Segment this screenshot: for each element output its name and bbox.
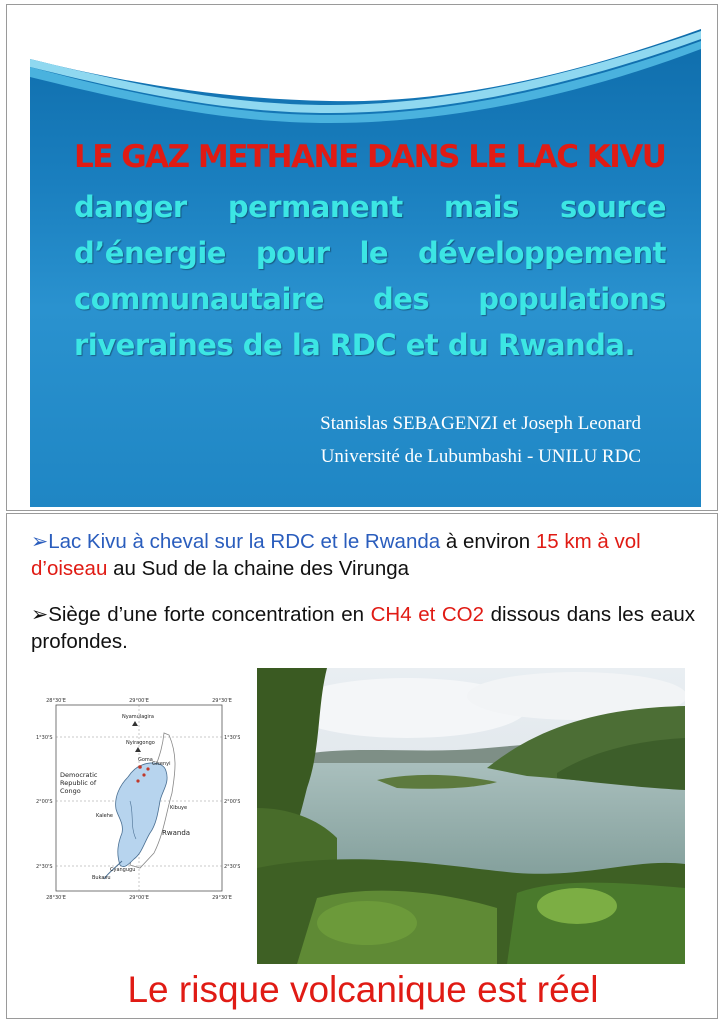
map-left-tick-3: 2°30'S: [36, 864, 53, 870]
map-bottom-tick-1: 28°30'E: [46, 895, 66, 901]
subtitle: danger permanent mais source d’énergie pour le développement communautaire des populations riveraines de la RDC et du Rwanda.: [74, 190, 666, 362]
label-bukavu: Bukavu: [92, 875, 111, 881]
label-goma: Goma: [138, 757, 153, 763]
bullet1-text-a: à environ: [440, 530, 536, 553]
title-slide: [6, 4, 718, 511]
authors-block: [320, 407, 641, 473]
map-top-tick-3: 29°30'E: [212, 698, 232, 704]
bullet-arrow-icon: ➢: [31, 530, 49, 553]
bullet-gas: [31, 601, 695, 655]
author-names: Stanislas SEBAGENZI et Joseph Leonard: [320, 413, 641, 434]
bullet2-text-b: dissous dans les eaux profondes.: [31, 603, 696, 653]
title-slide-background: [30, 9, 701, 507]
affiliation: Université de Lubumbashi - UNILU RDC: [320, 446, 641, 467]
map-top-tick-2: 29°00'E: [129, 698, 149, 704]
label-nyiragongo: Nyiragongo: [126, 740, 155, 746]
label-drc: Democratic Republic of Congo: [60, 771, 98, 795]
lake-photo: [257, 668, 685, 964]
map-left-tick-2: 2°00'S: [36, 799, 53, 805]
label-nyamulagira: Nyamulagira: [122, 714, 154, 720]
map-bottom-tick-2: 29°00'E: [129, 895, 149, 901]
lake-kivu-map: [34, 693, 240, 905]
bullet1-text-b: au Sud de la chaine des Virunga: [107, 557, 410, 580]
bullet-arrow-icon: ➢: [31, 603, 49, 626]
map-right-tick-3: 2°30'S: [224, 864, 240, 870]
bullet2-text-a: Siège d’une forte concentration en: [48, 603, 371, 626]
map-right-tick-2: 2°00'S: [224, 799, 240, 805]
map-top-tick-1: 28°30'E: [46, 698, 66, 704]
label-rwanda: Rwanda: [162, 829, 191, 837]
label-cyangugu: Cyangugu: [110, 867, 136, 873]
map-left-tick-1: 1°30'S: [36, 735, 53, 741]
bullet2-red-text: CH4 et CO2: [370, 603, 485, 626]
wave-decoration: [30, 9, 701, 129]
bullet1-red-text: 15 km à vol d’oiseau: [31, 530, 641, 580]
bullet-location: [31, 528, 695, 582]
main-title: LE GAZ METHANE DANS LE LAC KIVU: [74, 139, 666, 175]
label-kibuye: Kibuye: [170, 805, 188, 811]
label-kalehe: Kalehe: [96, 813, 113, 819]
bullet1-blue-text: Lac Kivu à cheval sur la RDC et le Rwanda: [48, 530, 441, 553]
conclusion-heading: Le risque volcanique est réel: [127, 969, 599, 1010]
map-right-tick-1: 1°30'S: [224, 735, 240, 741]
label-gisenyi: Gisenyi: [152, 761, 171, 767]
map-bottom-tick-3: 29°30'E: [212, 895, 232, 901]
